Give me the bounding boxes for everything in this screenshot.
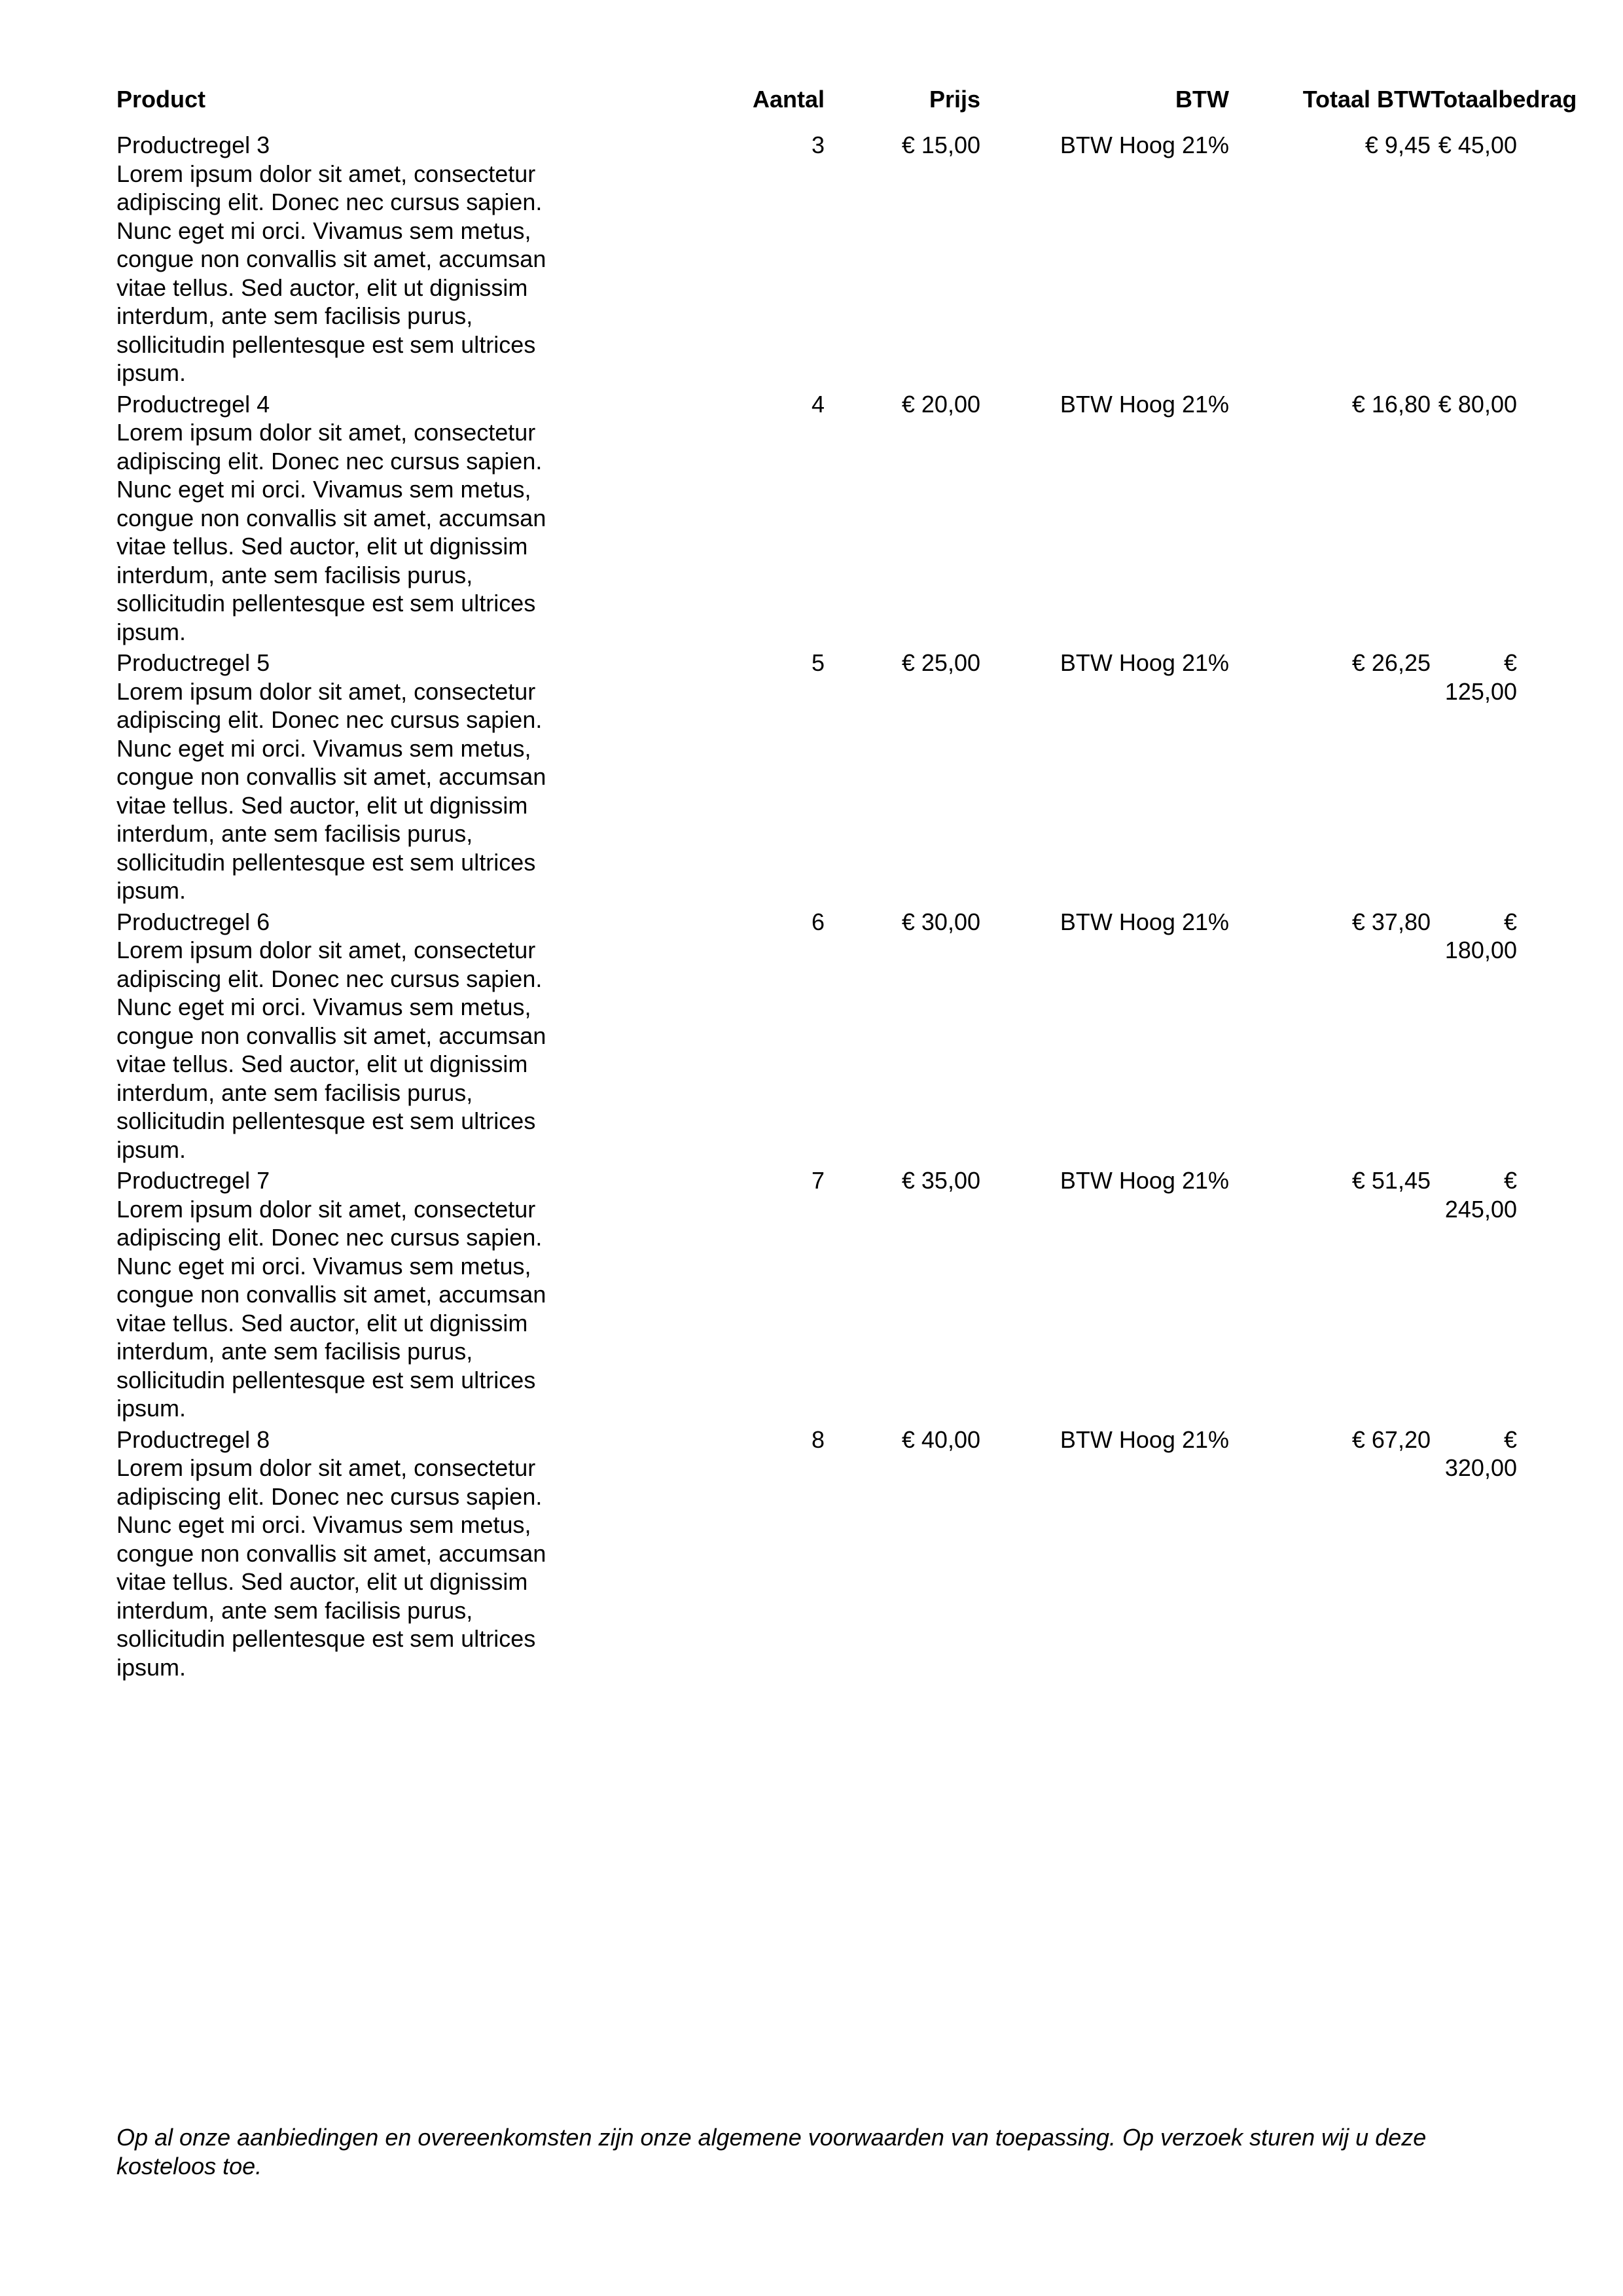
quantity-cell: 7 <box>811 1167 825 1194</box>
vat-cell: BTW Hoog 21% <box>1060 390 1229 418</box>
product-description: Lorem ipsum dolor sit amet, consectetur adipiscing elit. Donec nec cursus sapien. Nunc eget mi orci. Vivamus sem metus, congue non convallis sit amet, accumsan vitae tellus. Sed auctor, elit ut dignissim interdum, ante sem facilisis purus, sollicitudin pellentesque est sem ultrices ipsum. <box>116 160 546 386</box>
product-description: Lorem ipsum dolor sit amet, consectetur adipiscing elit. Donec nec cursus sapien. Nunc eget mi orci. Vivamus sem metus, congue non convallis sit amet, accumsan vitae tellus. Sed auctor, elit ut dignissim interdum, ante sem facilisis purus, sollicitudin pellentesque est sem ultrices ipsum. <box>116 677 546 904</box>
product-cell <box>116 908 588 1167</box>
vat-cell: BTW Hoog 21% <box>1060 908 1229 935</box>
price-cell: € 35,00 <box>901 1167 980 1194</box>
total-cell: € 320,00 <box>1444 1426 1517 1481</box>
header-quantity: Aantal <box>752 86 825 113</box>
vat-cell: BTW Hoog 21% <box>1060 1167 1229 1194</box>
quantity-cell: 3 <box>811 132 825 158</box>
vat-cell: BTW Hoog 21% <box>1060 649 1229 676</box>
product-description: Lorem ipsum dolor sit amet, consectetur adipiscing elit. Donec nec cursus sapien. Nunc eget mi orci. Vivamus sem metus, congue non convallis sit amet, accumsan vitae tellus. Sed auctor, elit ut dignissim interdum, ante sem facilisis purus, sollicitudin pellentesque est sem ultrices ipsum. <box>116 419 546 645</box>
total-cell: € 80,00 <box>1438 390 1517 418</box>
price-cell: € 40,00 <box>901 1426 980 1453</box>
header-product: Product <box>116 86 206 113</box>
product-cell <box>116 649 588 908</box>
product-cell <box>116 390 588 649</box>
product-cell <box>116 1426 588 1685</box>
product-name: Productregel 3 <box>116 132 270 158</box>
vat-total-cell: € 67,20 <box>1351 1426 1431 1453</box>
price-cell: € 25,00 <box>901 649 980 676</box>
vat-total-cell: € 26,25 <box>1351 649 1431 676</box>
product-name: Productregel 6 <box>116 908 270 935</box>
total-cell: € 245,00 <box>1444 1167 1517 1223</box>
product-description: Lorem ipsum dolor sit amet, consectetur adipiscing elit. Donec nec cursus sapien. Nunc eget mi orci. Vivamus sem metus, congue non convallis sit amet, accumsan vitae tellus. Sed auctor, elit ut dignissim interdum, ante sem facilisis purus, sollicitudin pellentesque est sem ultrices ipsum. <box>116 1454 546 1681</box>
table-header-row <box>116 85 1517 131</box>
quantity-cell: 6 <box>811 908 825 935</box>
product-name: Productregel 4 <box>116 390 270 418</box>
product-name: Productregel 5 <box>116 649 270 676</box>
vat-total-cell: € 16,80 <box>1351 390 1431 418</box>
product-cell <box>116 131 588 390</box>
header-price: Prijs <box>929 86 980 113</box>
vat-cell: BTW Hoog 21% <box>1060 1426 1229 1453</box>
vat-cell: BTW Hoog 21% <box>1060 132 1229 158</box>
vat-total-cell: € 9,45 <box>1364 132 1431 158</box>
table-row <box>116 1166 1517 1426</box>
quantity-cell: 8 <box>811 1426 825 1453</box>
vat-total-cell: € 51,45 <box>1351 1167 1431 1194</box>
table-row <box>116 390 1517 649</box>
product-name: Productregel 7 <box>116 1167 270 1194</box>
header-total: Totaalbedrag <box>1431 86 1577 113</box>
price-cell: € 15,00 <box>901 132 980 158</box>
table-row <box>116 908 1517 1167</box>
quantity-cell: 5 <box>811 649 825 676</box>
table-row <box>116 131 1517 390</box>
vat-total-cell: € 37,80 <box>1351 908 1431 935</box>
table-row <box>116 649 1517 908</box>
price-cell: € 20,00 <box>901 390 980 418</box>
table-row <box>116 1426 1517 1685</box>
product-description: Lorem ipsum dolor sit amet, consectetur adipiscing elit. Donec nec cursus sapien. Nunc eget mi orci. Vivamus sem metus, congue non convallis sit amet, accumsan vitae tellus. Sed auctor, elit ut dignissim interdum, ante sem facilisis purus, sollicitudin pellentesque est sem ultrices ipsum. <box>116 937 546 1163</box>
product-name: Productregel 8 <box>116 1426 270 1453</box>
total-cell: € 45,00 <box>1438 132 1517 158</box>
total-cell: € 180,00 <box>1444 908 1517 963</box>
invoice-lines-table <box>116 85 1577 1684</box>
price-cell: € 30,00 <box>901 908 980 935</box>
header-vat: BTW <box>1175 86 1229 113</box>
quantity-cell: 4 <box>811 390 825 418</box>
terms-footer-note: Op al onze aanbiedingen en overeenkomsten zijn onze algemene voorwaarden van toepassing. Op verzoek sturen wij u deze kosteloos toe. <box>116 2124 1427 2179</box>
header-vat-total: Totaal BTW <box>1302 86 1431 113</box>
product-cell <box>116 1166 588 1426</box>
product-description: Lorem ipsum dolor sit amet, consectetur adipiscing elit. Donec nec cursus sapien. Nunc eget mi orci. Vivamus sem metus, congue non convallis sit amet, accumsan vitae tellus. Sed auctor, elit ut dignissim interdum, ante sem facilisis purus, sollicitudin pellentesque est sem ultrices ipsum. <box>116 1195 546 1422</box>
total-cell: € 125,00 <box>1444 649 1517 705</box>
